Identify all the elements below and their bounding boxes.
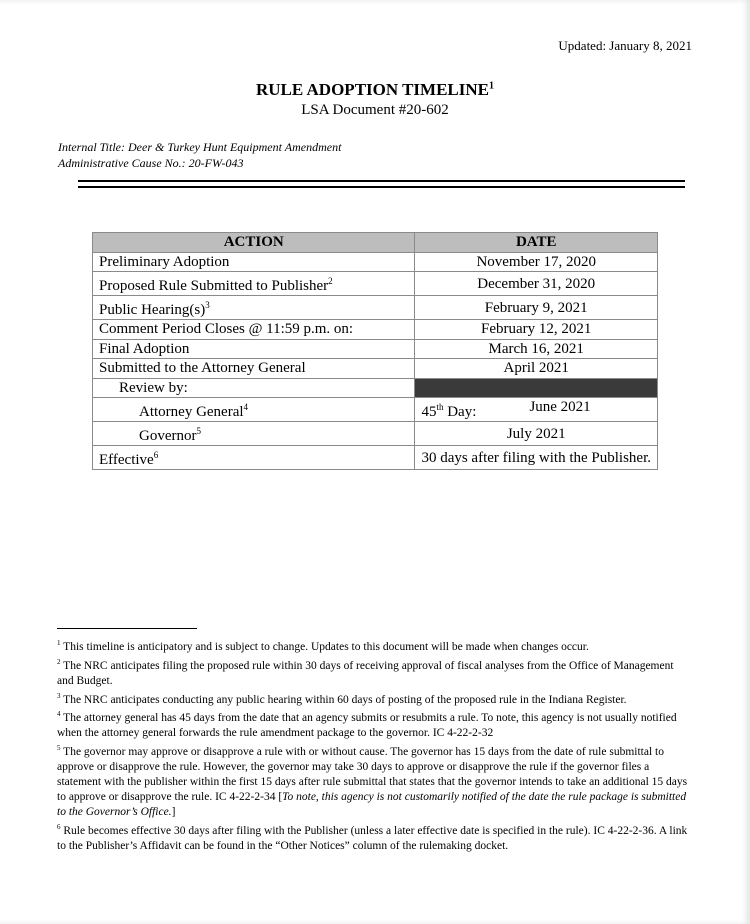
table-row (93, 446, 658, 470)
footnote (57, 741, 693, 820)
action-text: Effective (99, 452, 154, 468)
title-text: RULE ADOPTION TIMELINE (255, 80, 489, 99)
timeline-table (92, 232, 658, 470)
footnote-separator (57, 628, 197, 629)
date-cell (415, 398, 658, 422)
date-column-header: DATE (415, 233, 658, 253)
action-column-header: ACTION (93, 233, 415, 253)
divider-line (78, 186, 685, 188)
day-word: Day: (443, 404, 477, 420)
table-row (93, 252, 658, 272)
date-cell: February 9, 2021 (415, 296, 658, 320)
action-cell: Preliminary Adoption (93, 252, 415, 272)
footnote-text: The NRC anticipates conducting any public hearing within 60 days of posting of the proposed rule in the Indiana Register. (63, 693, 627, 706)
footnotes (57, 636, 693, 854)
footnote (57, 689, 693, 708)
footnote (57, 655, 693, 689)
footnote-ref: 2 (328, 276, 333, 286)
shaded-cell (415, 378, 658, 398)
action-text: Public Hearing(s) (99, 302, 206, 318)
footnote-ref: 4 (243, 402, 249, 412)
lsa-document-number: LSA Document #20-602 (301, 102, 449, 118)
footnote-number: 1 (57, 639, 61, 647)
footnote-italic-note: To note, this agency is not customarily notified of the date the rule package is submitted to the Governor’s Office. (57, 791, 687, 819)
day-suffix: th (436, 402, 444, 412)
footnote-bracket: ] (171, 806, 176, 819)
action-cell: Comment Period Closes @ 11:59 p.m. on: (93, 320, 415, 340)
footnote (57, 707, 693, 741)
date-cell: November 17, 2020 (415, 252, 658, 272)
divider-line (78, 180, 685, 182)
action-text: Attorney General (139, 404, 244, 420)
table-row (93, 272, 658, 296)
date-cell: July 2021 (415, 422, 658, 446)
footnote-text: Rule becomes effective 30 days after filing with the Publisher (unless a later effective date is specified in the rule). IC 4-22-2-36. A link to the Publisher’s Affidavit can be found in the “Other Notices” column of the rulemaking docket. (57, 824, 688, 852)
table-row (93, 398, 658, 422)
table-header-row (93, 233, 658, 253)
action-cell (93, 446, 415, 470)
footnote-number: 2 (57, 657, 61, 666)
date-cell: December 31, 2020 (415, 272, 658, 296)
action-text: Governor (139, 428, 197, 444)
date-cell: 30 days after filing with the Publisher. (415, 446, 658, 470)
action-cell (93, 422, 415, 446)
title-footnote-ref: 1 (489, 80, 494, 92)
footnote-number: 4 (57, 710, 61, 719)
table-row (93, 296, 658, 320)
day-row (421, 398, 651, 421)
table-row (93, 359, 658, 379)
footnote-text: The attorney general has 45 days from the date that an agency submits or resubmits a rule. To note, this agency is not usually notified when the attorney general forwards the rule amendment package to the governor. IC 4-22-2-32 (57, 712, 677, 740)
footnote-text: The governor may approve or disapprove a rule with or without cause. The governor has 15 days from the date of rule submittal to approve or disapprove the rule. However, the governor may take 30 days to approve or disapprove the rule if the governor files a statement with the publisher within the first 15 days after rule submittal that states that the governor intends to take an additional 15 days to approve or disapprove the rule. IC 4-22-2-34 [ (57, 746, 688, 804)
table-row (93, 378, 658, 398)
action-cell (93, 272, 415, 296)
day-value: June 2021 (529, 399, 591, 415)
footnote-number: 6 (57, 823, 61, 832)
footnote (57, 820, 693, 854)
footnote-text: This timeline is anticipatory and is subject to change. Updates to this document will be made when changes occur. (63, 640, 589, 653)
day-label (421, 398, 519, 421)
table-row (93, 339, 658, 359)
internal-title: Internal Title: Deer & Turkey Hunt Equipment Amendment (58, 140, 342, 154)
action-cell: Review by: (93, 378, 415, 398)
day-number: 45 (421, 404, 437, 420)
footnote-text: The NRC anticipates filing the proposed rule within 30 days of receiving approval of fiscal analyses from the Office of Management and Budget. (57, 659, 674, 687)
administrative-cause: Administrative Cause No.: 20-FW-043 (58, 156, 244, 170)
footnote-number: 5 (57, 744, 61, 753)
footnote-number: 3 (57, 691, 61, 700)
date-cell: February 12, 2021 (415, 320, 658, 340)
date-cell: March 16, 2021 (415, 339, 658, 359)
internal-info (58, 139, 341, 171)
date-cell: April 2021 (415, 359, 658, 379)
footnote-ref: 6 (153, 450, 159, 460)
action-text: Proposed Rule Submitted to Publisher (99, 278, 329, 294)
action-cell (93, 296, 415, 320)
document-title (0, 80, 750, 100)
action-cell (93, 398, 415, 422)
footnote (57, 636, 693, 655)
action-cell: Final Adoption (93, 339, 415, 359)
updated-date: Updated: January 8, 2021 (558, 38, 692, 53)
table-row (93, 422, 658, 446)
table-row (93, 320, 658, 340)
action-cell: Submitted to the Attorney General (93, 359, 415, 379)
footnote-ref: 5 (196, 426, 201, 436)
footnote-ref: 3 (205, 300, 210, 310)
